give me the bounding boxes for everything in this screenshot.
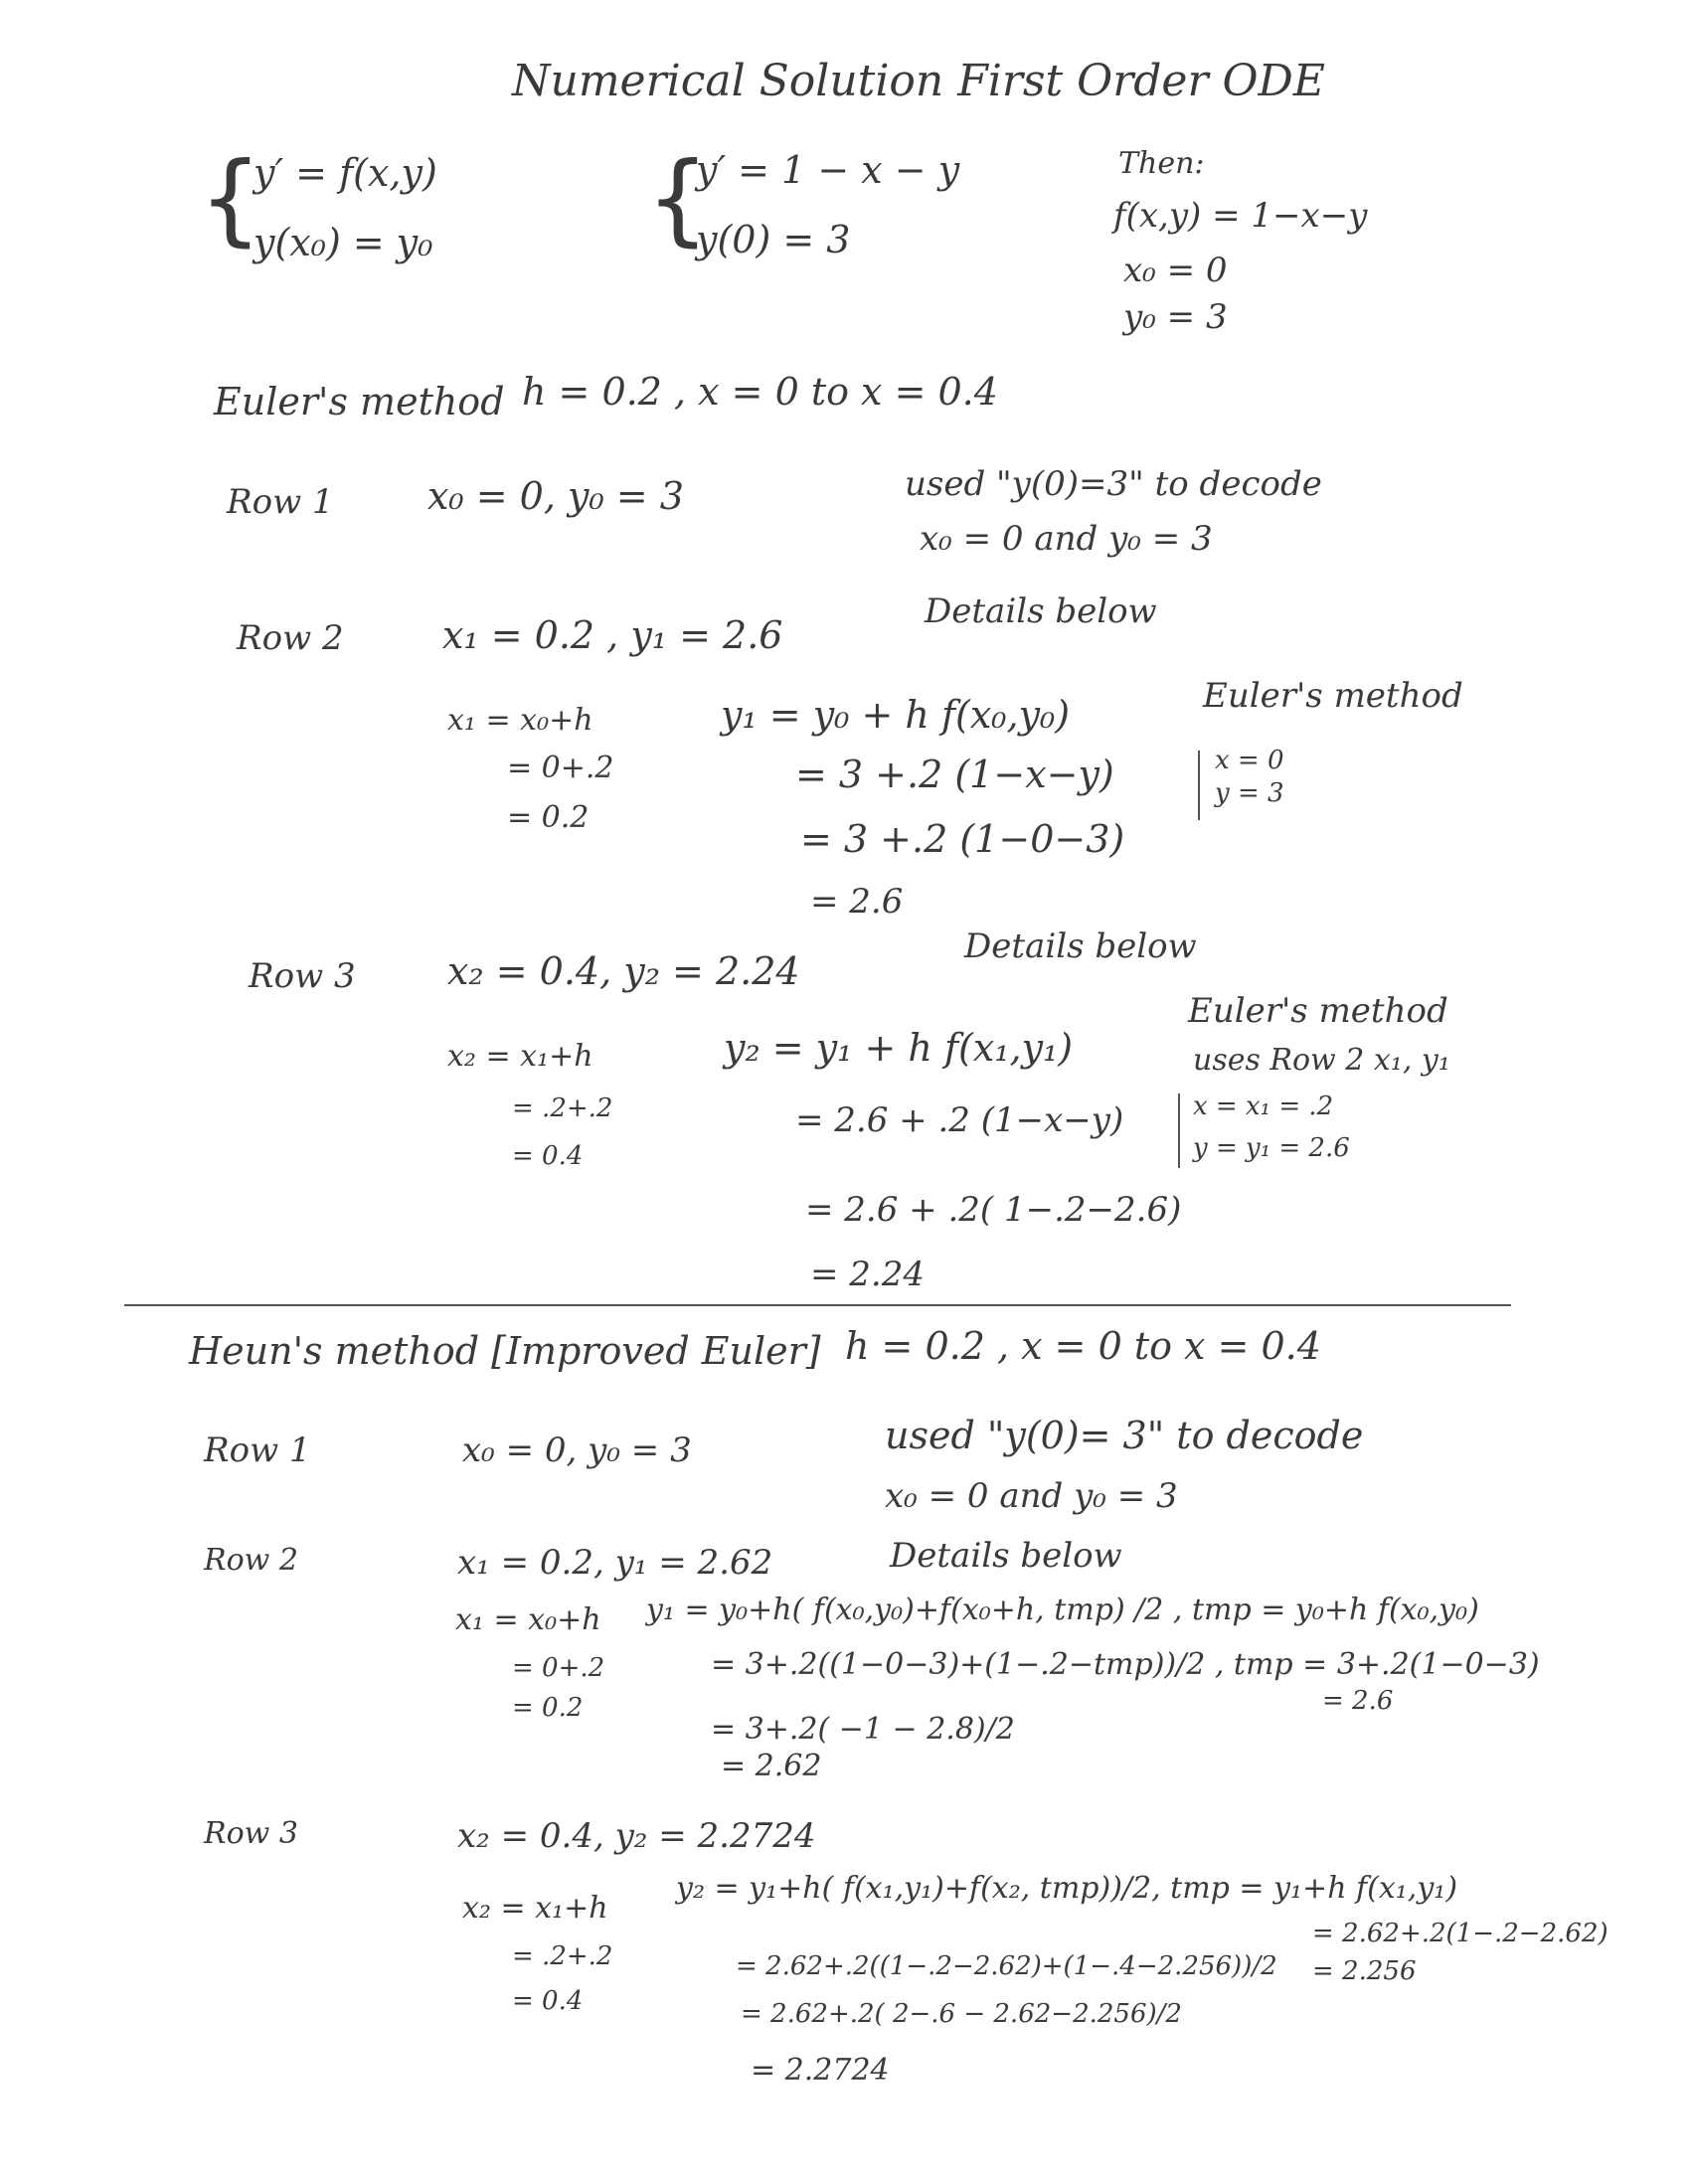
heun-row2-y-step: y₁ = y₀+h( f(x₀,y₀)+f(x₀+h, tmp) /2 , tmp = y₀+h f(x₀,y₀): [646, 1593, 1479, 1627]
heun-row2-y-step: = 2.62: [721, 1749, 822, 1783]
heun-params: h = 0.2 , x = 0 to x = 0.4: [845, 1324, 1321, 1368]
heun-row2-note: Details below: [890, 1536, 1122, 1576]
euler-row2-y-step: = 3 +.2 (1−x−y): [795, 753, 1114, 796]
euler-row2-note: Details below: [925, 591, 1157, 631]
euler-row2-x-step: = 0+.2: [507, 751, 614, 785]
heun-row1-note: used "y(0)= 3" to decode: [885, 1414, 1364, 1457]
euler-row1-values: x₀ = 0, y₀ = 3: [427, 474, 684, 518]
then-x0: x₀ = 0: [1123, 251, 1228, 290]
euler-row3-x-step: = .2+.2: [512, 1093, 613, 1123]
heun-row3-label: Row 3: [204, 1816, 298, 1851]
euler-row3-label: Row 3: [249, 956, 356, 996]
euler-row2-label: Row 2: [237, 618, 344, 658]
heun-heading: Heun's method [Improved Euler]: [189, 1329, 821, 1373]
euler-row3-values: x₂ = 0.4, y₂ = 2.24: [447, 949, 800, 993]
heun-row3-y-step: y₂ = y₁+h( f(x₁,y₁)+f(x₂, tmp))/2, tmp = y₁+h f(x₁,y₁): [676, 1871, 1458, 1906]
left-brace: {: [646, 140, 710, 256]
heun-row2-y-step: = 3+.2((1−0−3)+(1−.2−tmp))/2 , tmp = 3+.2(1−0−3): [711, 1647, 1540, 1682]
euler-row2-x-step: x₁ = x₀+h: [447, 703, 593, 738]
page-title: Numerical Solution First Order ODE: [512, 56, 1325, 106]
evaluation-bar: [1178, 1093, 1180, 1168]
euler-row2-x-step: = 0.2: [507, 800, 590, 835]
euler-row3-note: Details below: [964, 926, 1197, 966]
general-initial-condition: y(x₀) = y₀: [254, 221, 433, 264]
euler-row2-y-step: y₁ = y₀ + h f(x₀,y₀): [721, 693, 1071, 737]
euler-row3-y-step: = 2.6 + .2( 1−.2−2.6): [805, 1190, 1182, 1230]
problem-initial-condition: y(0) = 3: [696, 218, 851, 261]
euler-params: h = 0.2 , x = 0 to x = 0.4: [522, 370, 998, 414]
heun-row3-x-step: x₂ = x₁+h: [462, 1891, 608, 1926]
then-label: Then:: [1118, 146, 1205, 181]
heun-row3-x-step: = .2+.2: [512, 1941, 613, 1971]
euler-row1-note: used "y(0)=3" to decode: [905, 464, 1322, 504]
euler-row3-y-step: = 2.6 + .2 (1−x−y): [795, 1100, 1124, 1140]
heun-row3-y-step: = 2.2724: [751, 2053, 890, 2088]
then-function: f(x,y) = 1−x−y: [1113, 196, 1368, 236]
problem-equation: y′ = 1 − x − y: [696, 148, 960, 192]
heun-row2-values: x₁ = 0.2, y₁ = 2.62: [457, 1543, 773, 1583]
euler-row2-y-step: = 2.6: [810, 882, 904, 922]
euler-row3-method-note: uses Row 2 x₁, y₁: [1193, 1043, 1450, 1078]
heun-row2-x-step: x₁ = x₀+h: [455, 1602, 601, 1637]
euler-row3-y-step: y₂ = y₁ + h f(x₁,y₁): [724, 1026, 1074, 1070]
heun-row2-label: Row 2: [204, 1543, 298, 1578]
section-divider: [124, 1304, 1511, 1306]
heun-row2-tmp-value: = 2.6: [1322, 1686, 1394, 1716]
heun-row3-values: x₂ = 0.4, y₂ = 2.2724: [457, 1816, 816, 1856]
heun-row3-tmp-step: = 2.256: [1312, 1956, 1417, 1986]
euler-row2-values: x₁ = 0.2 , y₁ = 2.6: [442, 613, 783, 657]
euler-row1-label: Row 1: [227, 482, 334, 522]
then-y0: y₀ = 3: [1123, 297, 1228, 337]
heun-row1-values: x₀ = 0, y₀ = 3: [462, 1430, 692, 1470]
euler-row3-y-step: = 2.24: [810, 1255, 925, 1294]
general-equation: y′ = f(x,y): [254, 151, 437, 195]
heun-row2-x-step: = 0.2: [512, 1693, 584, 1723]
euler-row2-substitution: x = 0: [1215, 746, 1284, 775]
heun-row3-x-step: = 0.4: [512, 1986, 584, 2016]
heun-row3-y-step: = 2.62+.2( 2−.6 − 2.62−2.256)/2: [741, 1999, 1182, 2029]
evaluation-bar: [1198, 751, 1200, 820]
heun-row1-label: Row 1: [204, 1430, 311, 1470]
heun-row3-tmp-step: = 2.62+.2(1−.2−2.62): [1312, 1919, 1608, 1948]
euler-row2-substitution: y = 3: [1215, 778, 1284, 808]
euler-row3-x-step: = 0.4: [512, 1141, 584, 1171]
euler-row3-x-step: x₂ = x₁+h: [447, 1039, 593, 1074]
heun-row2-y-step: = 3+.2( −1 − 2.8)/2: [711, 1712, 1015, 1747]
heun-row3-y-step: = 2.62+.2((1−.2−2.62)+(1−.4−2.256))/2: [736, 1951, 1277, 1981]
euler-row3-substitution: y = y₁ = 2.6: [1193, 1133, 1350, 1163]
euler-heading: Euler's method: [214, 380, 505, 423]
euler-row3-substitution: x = x₁ = .2: [1193, 1092, 1334, 1121]
euler-row2-method: Euler's method: [1203, 676, 1463, 716]
heun-row2-x-step: = 0+.2: [512, 1653, 605, 1683]
heun-row1-note: x₀ = 0 and y₀ = 3: [885, 1476, 1178, 1516]
euler-row2-y-step: = 3 +.2 (1−0−3): [800, 817, 1125, 861]
left-brace: {: [199, 140, 262, 256]
euler-row1-note: x₀ = 0 and y₀ = 3: [920, 519, 1213, 559]
euler-row3-method: Euler's method: [1188, 991, 1448, 1031]
